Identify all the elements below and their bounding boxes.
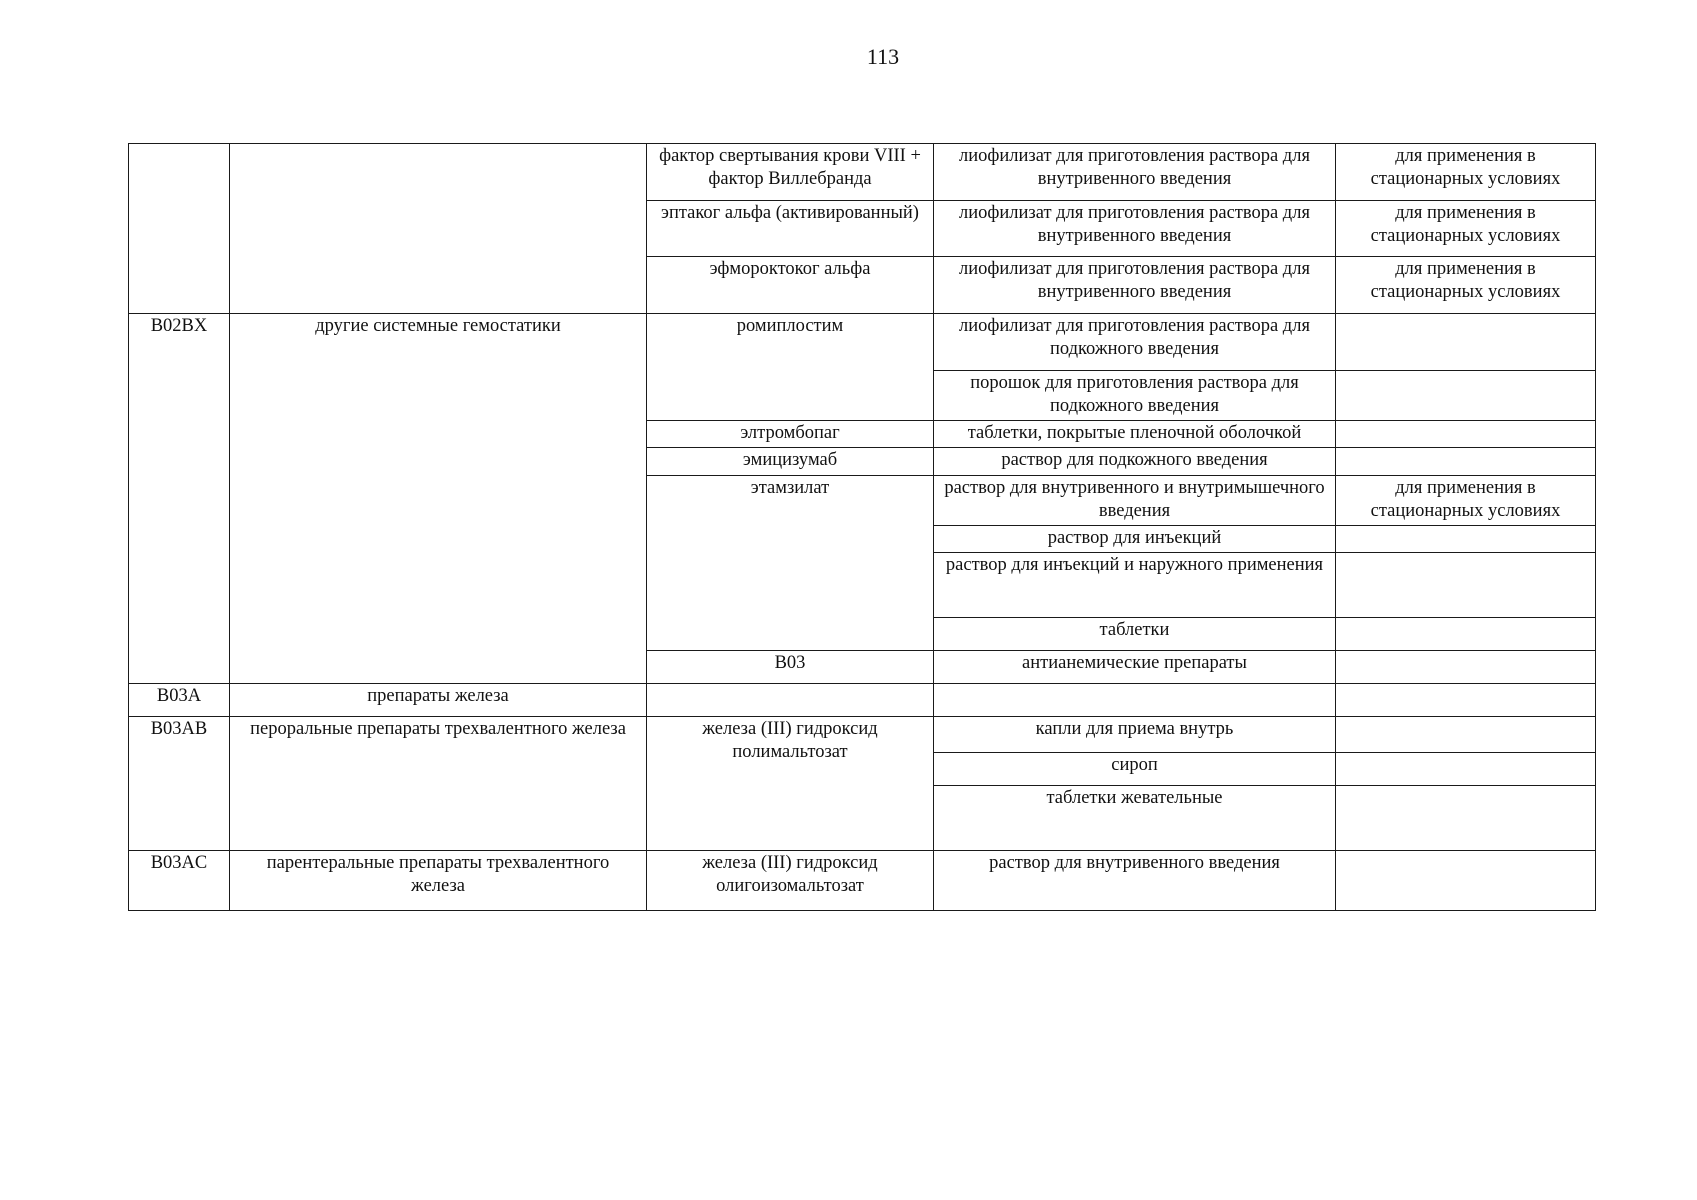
inn-cell: фактор свертывания крови VIII + фактор Виллебранда: [647, 144, 934, 201]
atc-group-cell: парентеральные препараты трехвалентного железа: [230, 851, 647, 911]
dosage-form-cell: таблетки жевательные: [934, 786, 1336, 851]
note-cell: [1336, 717, 1596, 753]
atc-group-cell: [230, 144, 647, 314]
note-cell: для применения в стационарных условиях: [1336, 257, 1596, 314]
atc-code-cell: [129, 144, 230, 314]
note-cell: [1336, 421, 1596, 448]
note-cell: для применения в стационарных условиях: [1336, 476, 1596, 526]
note-cell: [1336, 314, 1596, 371]
table-row: [129, 314, 1596, 371]
inn-cell: эптаког альфа (активированный): [647, 201, 934, 257]
dosage-form-cell: раствор для внутривенного и внутримышечного введения: [934, 476, 1336, 526]
dosage-form-cell: капли для приема внутрь: [934, 717, 1336, 753]
dosage-form-cell: сироп: [934, 753, 1336, 786]
atc-code-cell: B03: [647, 651, 934, 684]
atc-group-cell: антианемические препараты: [934, 651, 1336, 684]
dosage-form-cell: лиофилизат для приготовления раствора для внутривенного введения: [934, 201, 1336, 257]
table-row: [129, 144, 1596, 201]
dosage-form-cell: таблетки: [934, 618, 1336, 651]
table-row: [129, 717, 1596, 753]
dosage-form-cell: лиофилизат для приготовления раствора для внутривенного введения: [934, 257, 1336, 314]
dosage-form-cell: раствор для инъекций: [934, 526, 1336, 553]
note-cell: [1336, 371, 1596, 421]
page-number: 113: [866, 44, 900, 69]
note-cell: [1336, 753, 1596, 786]
inn-cell: ромиплостим: [647, 314, 934, 421]
note-cell: [1336, 684, 1596, 717]
inn-cell: эмицизумаб: [647, 448, 934, 476]
dosage-form-cell: раствор для инъекций и наружного применения: [934, 553, 1336, 618]
note-cell: [1336, 448, 1596, 476]
table-row: [129, 684, 1596, 717]
dosage-form-cell: лиофилизат для приготовления раствора для внутривенного введения: [934, 144, 1336, 201]
dosage-form-cell: таблетки, покрытые пленочной оболочкой: [934, 421, 1336, 448]
table-row: [129, 851, 1596, 911]
inn-cell: [1336, 651, 1596, 684]
atc-group-cell: препараты железа: [230, 684, 647, 717]
atc-code-cell: B03AB: [129, 717, 230, 851]
note-cell: [1336, 526, 1596, 553]
atc-group-cell: другие системные гемостатики: [230, 314, 647, 684]
atc-code-cell: B03A: [129, 684, 230, 717]
dosage-form-cell: раствор для внутривенного введения: [934, 851, 1336, 911]
drug-list-table: [128, 143, 1596, 911]
note-cell: для применения в стационарных условиях: [1336, 144, 1596, 201]
inn-cell: этамзилат: [647, 476, 934, 651]
note-cell: для применения в стационарных условиях: [1336, 201, 1596, 257]
inn-cell: железа (III) гидроксид полимальтозат: [647, 717, 934, 851]
note-cell: [1336, 553, 1596, 618]
note-cell: [1336, 618, 1596, 651]
dosage-form-cell: раствор для подкожного введения: [934, 448, 1336, 476]
inn-cell: элтромбопаг: [647, 421, 934, 448]
atc-code-cell: B03AC: [129, 851, 230, 911]
atc-group-cell: пероральные препараты трехвалентного железа: [230, 717, 647, 851]
dosage-form-cell: [934, 684, 1336, 717]
inn-cell: [647, 684, 934, 717]
note-cell: [1336, 851, 1596, 911]
dosage-form-cell: порошок для приготовления раствора для подкожного введения: [934, 371, 1336, 421]
inn-cell: железа (III) гидроксид олигоизомальтозат: [647, 851, 934, 911]
dosage-form-cell: лиофилизат для приготовления раствора для подкожного введения: [934, 314, 1336, 371]
drug-list-table-container: [128, 143, 1596, 911]
inn-cell: эфмороктоког альфа: [647, 257, 934, 314]
atc-code-cell: B02BX: [129, 314, 230, 684]
note-cell: [1336, 786, 1596, 851]
